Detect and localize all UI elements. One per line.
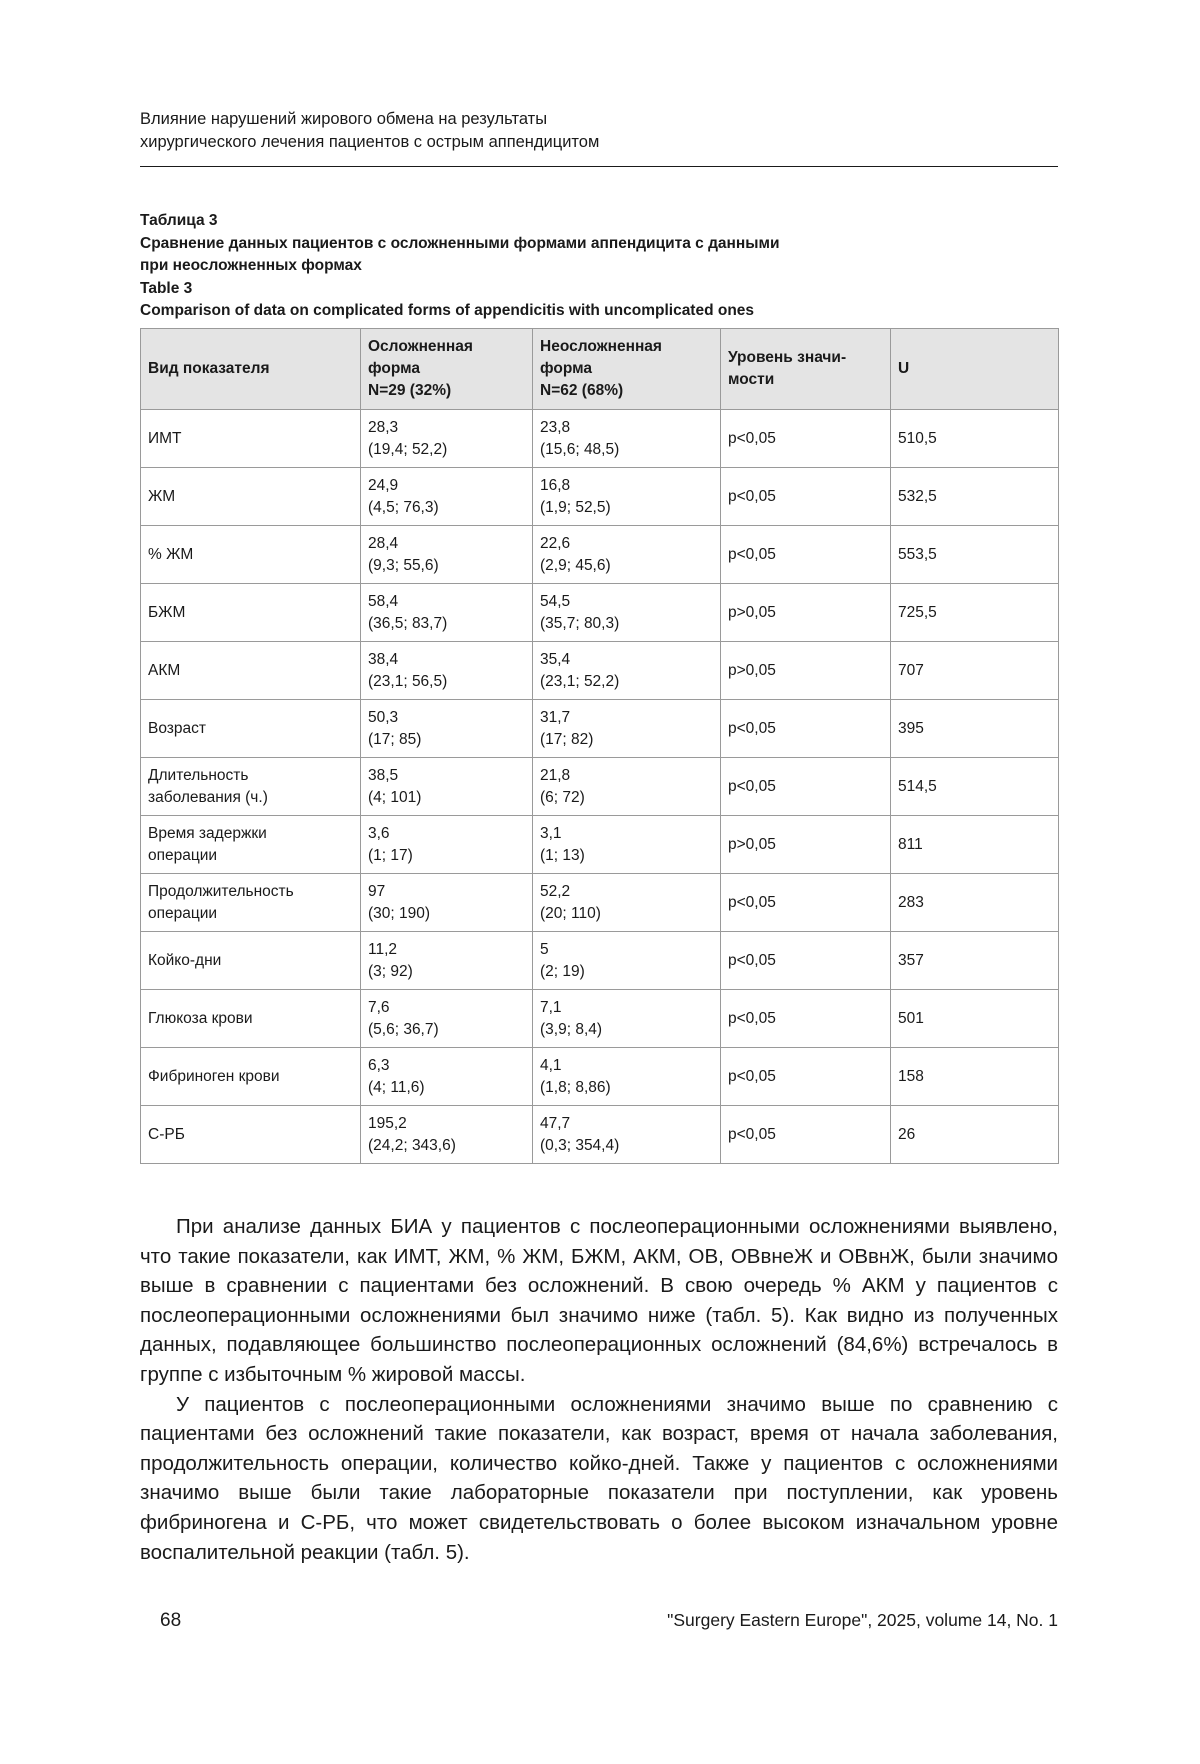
u-value-cell: 26 (891, 1106, 1059, 1164)
complicated-cell-line: 38,5 (368, 766, 399, 784)
u-value-cell: 514,5 (891, 758, 1059, 816)
indicator-cell-line: Койко-дни (148, 951, 222, 969)
column-header-2 (361, 329, 533, 410)
table-caption (140, 210, 1058, 323)
uncomplicated-cell (533, 584, 721, 642)
u-value-cell: 501 (891, 990, 1059, 1048)
running-head-line-2: хирургического лечения пациентов с острым аппендицитом (140, 133, 600, 151)
significance-cell: p<0,05 (721, 990, 891, 1048)
significance-cell: p>0,05 (721, 584, 891, 642)
complicated-cell-line: 24,9 (368, 476, 399, 494)
column-header-line: U (898, 360, 910, 377)
column-header-line: форма (540, 360, 592, 377)
table-row (141, 990, 1059, 1048)
table-row (141, 1106, 1059, 1164)
u-value-cell: 811 (891, 816, 1059, 874)
uncomplicated-cell-line: 7,1 (540, 998, 562, 1016)
complicated-cell-line: 97 (368, 882, 386, 900)
indicator-cell (141, 1048, 361, 1106)
complicated-cell (361, 468, 533, 526)
complicated-cell-line: (30; 190) (368, 904, 431, 922)
indicator-cell-line: ЖМ (148, 487, 176, 505)
complicated-cell (361, 1106, 533, 1164)
uncomplicated-cell-line: 52,2 (540, 882, 571, 900)
indicator-cell (141, 584, 361, 642)
complicated-cell-line: (19,4; 52,2) (368, 440, 448, 458)
column-header-5 (891, 329, 1059, 410)
uncomplicated-cell-line: 35,4 (540, 650, 571, 668)
table-row (141, 468, 1059, 526)
complicated-cell-line: (3; 92) (368, 962, 413, 980)
caption-ru-title-line-2: при неосложненных формах (140, 257, 362, 274)
caption-en-title: Comparison of data on complicated forms of appendicitis with uncomplicated ones (140, 302, 755, 319)
uncomplicated-cell-line: (1; 13) (540, 846, 585, 864)
column-header-line: форма (368, 360, 420, 377)
uncomplicated-cell-line: (2,9; 45,6) (540, 556, 611, 574)
column-header-line: N=29 (32%) (368, 382, 452, 399)
uncomplicated-cell-line: (2; 19) (540, 962, 585, 980)
significance-cell: p<0,05 (721, 874, 891, 932)
significance-cell: p<0,05 (721, 758, 891, 816)
uncomplicated-cell-line: (17; 82) (540, 730, 594, 748)
indicator-cell-line: % ЖМ (148, 545, 194, 563)
indicator-cell-line: С-РБ (148, 1125, 185, 1143)
complicated-cell-line: 28,4 (368, 534, 399, 552)
table-row (141, 816, 1059, 874)
complicated-cell (361, 642, 533, 700)
u-value-cell: 357 (891, 932, 1059, 990)
u-value-cell: 283 (891, 874, 1059, 932)
complicated-cell-line: (17; 85) (368, 730, 422, 748)
complicated-cell (361, 874, 533, 932)
u-value-cell: 510,5 (891, 410, 1059, 468)
complicated-cell (361, 584, 533, 642)
paragraph-2: У пациентов с послеоперационными осложнениями значимо выше по сравнению с пациентами без осложнений такие показатели, как возраст, время от начала заболевания, продолжительность операции, количество койко-дней. Также у пациентов с осложнениями значимо выше были такие лабораторные показатели при поступлении, как уровень фибриногена и С-РБ, что может свидетельствовать о более высоком изначальном уровне воспалительной реакции (табл. 5). (140, 1392, 1058, 1564)
indicator-cell-line: операции (148, 846, 218, 864)
complicated-cell-line: 195,2 (368, 1114, 407, 1132)
uncomplicated-cell-line: 21,8 (540, 766, 571, 784)
caption-ru-label: Таблица 3 (140, 212, 218, 229)
running-head-line-1: Влияние нарушений жирового обмена на результаты (140, 110, 548, 128)
indicator-cell-line: Фибриноген крови (148, 1067, 280, 1085)
caption-ru-title-line-1: Сравнение данных пациентов с осложненными формами аппендицита с данными (140, 234, 780, 252)
complicated-cell (361, 700, 533, 758)
significance-cell: p<0,05 (721, 468, 891, 526)
indicator-cell-line: АКМ (148, 661, 181, 679)
complicated-cell-line: 58,4 (368, 592, 399, 610)
significance-cell: p<0,05 (721, 1048, 891, 1106)
uncomplicated-cell (533, 700, 721, 758)
complicated-cell (361, 1048, 533, 1106)
uncomplicated-cell (533, 468, 721, 526)
significance-cell: p<0,05 (721, 1106, 891, 1164)
uncomplicated-cell (533, 1106, 721, 1164)
indicator-cell-line: Продолжительность (148, 882, 294, 900)
column-header-line: N=62 (68%) (540, 382, 624, 399)
uncomplicated-cell-line: 16,8 (540, 476, 571, 494)
complicated-cell (361, 410, 533, 468)
column-header-line: мости (728, 371, 775, 388)
uncomplicated-cell-line: 22,6 (540, 534, 571, 552)
running-head (140, 108, 1058, 154)
comparison-table (140, 328, 1059, 1164)
indicator-cell (141, 700, 361, 758)
page-number: 68 (160, 1610, 182, 1631)
table-row (141, 1048, 1059, 1106)
uncomplicated-cell (533, 932, 721, 990)
indicator-cell (141, 410, 361, 468)
table-row (141, 526, 1059, 584)
uncomplicated-cell-line: (1,9; 52,5) (540, 498, 611, 516)
complicated-cell-line: (5,6; 36,7) (368, 1020, 439, 1038)
uncomplicated-cell (533, 526, 721, 584)
significance-cell: p<0,05 (721, 410, 891, 468)
column-header-3 (533, 329, 721, 410)
uncomplicated-cell-line: (23,1; 52,2) (540, 672, 620, 690)
uncomplicated-cell-line: (35,7; 80,3) (540, 614, 620, 632)
complicated-cell-line: 6,3 (368, 1056, 390, 1074)
uncomplicated-cell-line: 31,7 (540, 708, 571, 726)
uncomplicated-cell-line: 47,7 (540, 1114, 571, 1132)
header-rule (140, 166, 1058, 167)
u-value-cell: 725,5 (891, 584, 1059, 642)
complicated-cell (361, 932, 533, 990)
table-row (141, 700, 1059, 758)
table-row (141, 874, 1059, 932)
body-text (140, 1212, 1058, 1567)
complicated-cell (361, 990, 533, 1048)
table-row (141, 932, 1059, 990)
indicator-cell-line: операции (148, 904, 218, 922)
indicator-cell (141, 874, 361, 932)
uncomplicated-cell-line: 3,1 (540, 824, 562, 842)
complicated-cell-line: (4; 101) (368, 788, 422, 806)
uncomplicated-cell-line: (0,3; 354,4) (540, 1136, 620, 1154)
indicator-cell (141, 990, 361, 1048)
indicator-cell-line: Время задержки (148, 824, 267, 842)
complicated-cell-line: 7,6 (368, 998, 390, 1016)
indicator-cell (141, 816, 361, 874)
complicated-cell-line: 38,4 (368, 650, 399, 668)
uncomplicated-cell (533, 990, 721, 1048)
complicated-cell-line: 11,2 (368, 940, 398, 958)
uncomplicated-cell (533, 758, 721, 816)
table-header (141, 329, 1059, 410)
significance-cell: p<0,05 (721, 932, 891, 990)
complicated-cell-line: (4; 11,6) (368, 1078, 425, 1096)
uncomplicated-cell (533, 410, 721, 468)
journal-citation: "Surgery Eastern Europe", 2025, volume 14, No. 1 (667, 1610, 1058, 1630)
column-header-line: Осложненная (368, 338, 473, 355)
indicator-cell (141, 526, 361, 584)
indicator-cell-line: Глюкоза крови (148, 1009, 253, 1027)
indicator-cell-line: Возраст (148, 719, 206, 737)
table-row (141, 410, 1059, 468)
uncomplicated-cell-line: (1,8; 8,86) (540, 1078, 611, 1096)
significance-cell: p>0,05 (721, 816, 891, 874)
complicated-cell (361, 816, 533, 874)
column-header-4 (721, 329, 891, 410)
uncomplicated-cell (533, 1048, 721, 1106)
uncomplicated-cell-line: 54,5 (540, 592, 571, 610)
paragraph-1: При анализе данных БИА у пациентов с послеоперационными осложнениями выявлено, что такие показатели, как ИМТ, ЖМ, % ЖМ, БЖМ, АКМ, ОВ, ОВвнеЖ и ОВвнЖ, были значимо выше в сравнении с пациентами без осложнений. В свою очередь % АКМ у пациентов с послеоперационными осложнениями был значимо ниже (табл. 5). Как видно из полученных данных, подавляющее большинство послеоперационных осложнений (84,6%) встречалось в группе с избыточным % жировой массы. (140, 1215, 1058, 1386)
complicated-cell-line: (9,3; 55,6) (368, 556, 439, 574)
complicated-cell (361, 526, 533, 584)
u-value-cell: 707 (891, 642, 1059, 700)
complicated-cell-line: 3,6 (368, 824, 390, 842)
indicator-cell (141, 932, 361, 990)
complicated-cell-line: (23,1; 56,5) (368, 672, 448, 690)
uncomplicated-cell (533, 816, 721, 874)
significance-cell: p<0,05 (721, 700, 891, 758)
indicator-cell (141, 642, 361, 700)
indicator-cell-line: Длительность (148, 766, 249, 784)
indicator-cell-line: заболевания (ч.) (148, 788, 268, 806)
u-value-cell: 553,5 (891, 526, 1059, 584)
u-value-cell: 395 (891, 700, 1059, 758)
indicator-cell-line: ИМТ (148, 429, 182, 447)
u-value-cell: 532,5 (891, 468, 1059, 526)
uncomplicated-cell (533, 874, 721, 932)
column-header-line: Неосложненная (540, 338, 662, 355)
caption-en-label: Table 3 (140, 279, 193, 297)
table-row (141, 584, 1059, 642)
table-row (141, 758, 1059, 816)
uncomplicated-cell-line: (6; 72) (540, 788, 585, 806)
complicated-cell-line: (24,2; 343,6) (368, 1136, 456, 1154)
column-header-line: Вид показателя (148, 360, 270, 377)
complicated-cell-line: 28,3 (368, 418, 399, 436)
indicator-cell (141, 758, 361, 816)
indicator-cell (141, 468, 361, 526)
column-header-line: Уровень значи- (728, 349, 847, 366)
complicated-cell-line: (1; 17) (368, 846, 413, 864)
column-header-1 (141, 329, 361, 410)
uncomplicated-cell-line: (20; 110) (540, 904, 601, 922)
significance-cell: p<0,05 (721, 526, 891, 584)
header-row (141, 329, 1059, 410)
table-body (141, 410, 1059, 1164)
indicator-cell (141, 1106, 361, 1164)
complicated-cell (361, 758, 533, 816)
uncomplicated-cell-line: (3,9; 8,4) (540, 1020, 603, 1038)
uncomplicated-cell-line: 4,1 (540, 1056, 562, 1074)
significance-cell: p>0,05 (721, 642, 891, 700)
u-value-cell: 158 (891, 1048, 1059, 1106)
table-row (141, 642, 1059, 700)
complicated-cell-line: (4,5; 76,3) (368, 498, 439, 516)
indicator-cell-line: БЖМ (148, 603, 186, 621)
complicated-cell-line: (36,5; 83,7) (368, 614, 448, 632)
complicated-cell-line: 50,3 (368, 708, 399, 726)
uncomplicated-cell-line: (15,6; 48,5) (540, 440, 620, 458)
uncomplicated-cell-line: 5 (540, 940, 549, 958)
uncomplicated-cell-line: 23,8 (540, 418, 571, 436)
uncomplicated-cell (533, 642, 721, 700)
